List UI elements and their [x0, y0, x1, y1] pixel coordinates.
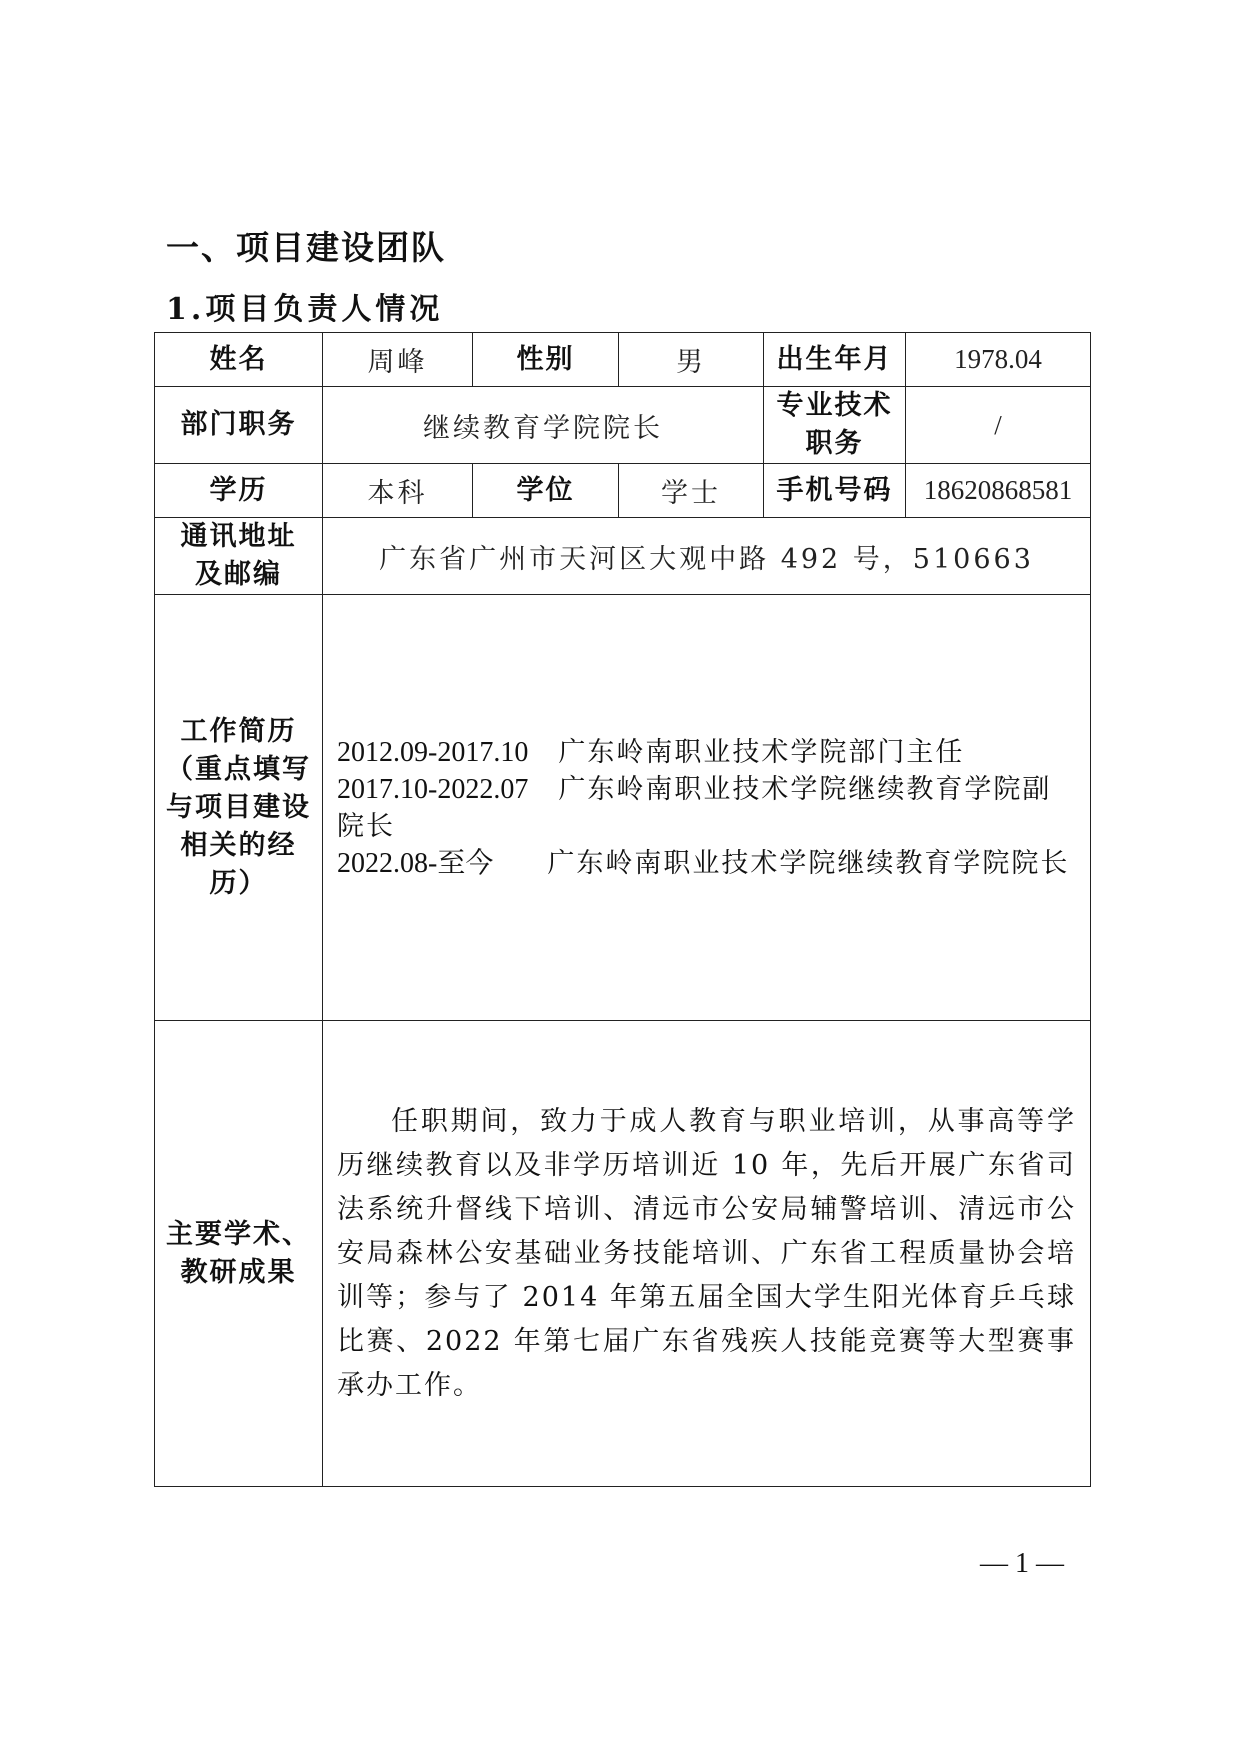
work-label-line: 历） [209, 867, 268, 899]
achv-label-line1: 主要学术、 [166, 1218, 311, 1250]
section-title: 一、项目建设团队 [166, 228, 446, 267]
phone-label: 手机号码 [764, 464, 906, 518]
work-text: 广东岭南职业技术学院继续教育学院院长 [547, 847, 1070, 879]
gender-value: 男 [619, 333, 764, 387]
work-date: 2012.09-2017.10 [337, 736, 529, 768]
work-label-line: （重点填写 [166, 753, 311, 785]
work-date: 2022.08-至今 [337, 847, 494, 879]
sub-title: 1.项目负责人情况 [166, 292, 444, 327]
degree-value: 学士 [619, 464, 764, 518]
work-label-line: 工作简历 [180, 715, 297, 747]
work-label [155, 595, 323, 1021]
address-label [155, 518, 323, 595]
dept-label: 部门职务 [155, 387, 323, 464]
phone-value: 18620868581 [906, 464, 1091, 518]
birth-label: 出生年月 [764, 333, 906, 387]
work-item [337, 734, 1076, 771]
table-row [155, 387, 1091, 464]
work-history [323, 595, 1091, 1021]
work-date: 2017.10-2022.07 [337, 773, 529, 805]
table-row [155, 595, 1091, 1021]
work-label-line: 与项目建设 [166, 791, 311, 823]
achv-label [155, 1021, 323, 1487]
achv-cell [323, 1021, 1091, 1487]
leader-info-table [154, 332, 1091, 1487]
name-value: 周峰 [323, 333, 473, 387]
table-row [155, 518, 1091, 595]
edu-value: 本科 [323, 464, 473, 518]
achv-label-line2: 教研成果 [180, 1256, 297, 1288]
title-label-line2: 职务 [805, 428, 864, 459]
achv-text: 任职期间，致力于成人教育与职业培训，从事高等学历继续教育以及非学历培训近 10 年，先后开展广东省司法系统升督线下培训、清远市公安局辅警培训、清远市公安局森林公安基础业务技能培训、广东省工程质量协会培训等；参与了 2014 年第五届全国大学生阳光体育乒乓球比赛、2022 年第七届广东省残疾人技能竞赛等大型赛事承办工作。 [337, 1105, 1076, 1401]
title-label [764, 387, 906, 464]
table-row [155, 464, 1091, 518]
work-text: 广东岭南职业技术学院继续教育学院副院长 [337, 773, 1052, 842]
table-row [155, 1021, 1091, 1487]
address-value: 广东省广州市天河区大观中路 492 号，510663 [323, 518, 1091, 595]
name-label: 姓名 [155, 333, 323, 387]
title-value: / [906, 387, 1091, 464]
birth-value: 1978.04 [906, 333, 1091, 387]
page-number: — 1 — [980, 1548, 1064, 1579]
degree-label: 学位 [473, 464, 619, 518]
table-row [155, 333, 1091, 387]
address-label-line2: 及邮编 [195, 559, 282, 590]
work-text: 广东岭南职业技术学院部门主任 [558, 736, 965, 768]
work-label-line: 相关的经 [180, 829, 297, 861]
dept-value: 继续教育学院院长 [323, 387, 764, 464]
gender-label: 性别 [473, 333, 619, 387]
title-label-line1: 专业技术 [776, 390, 893, 421]
address-label-line1: 通讯地址 [180, 521, 297, 552]
work-item [337, 771, 1076, 845]
work-item [337, 845, 1076, 882]
edu-label: 学历 [155, 464, 323, 518]
